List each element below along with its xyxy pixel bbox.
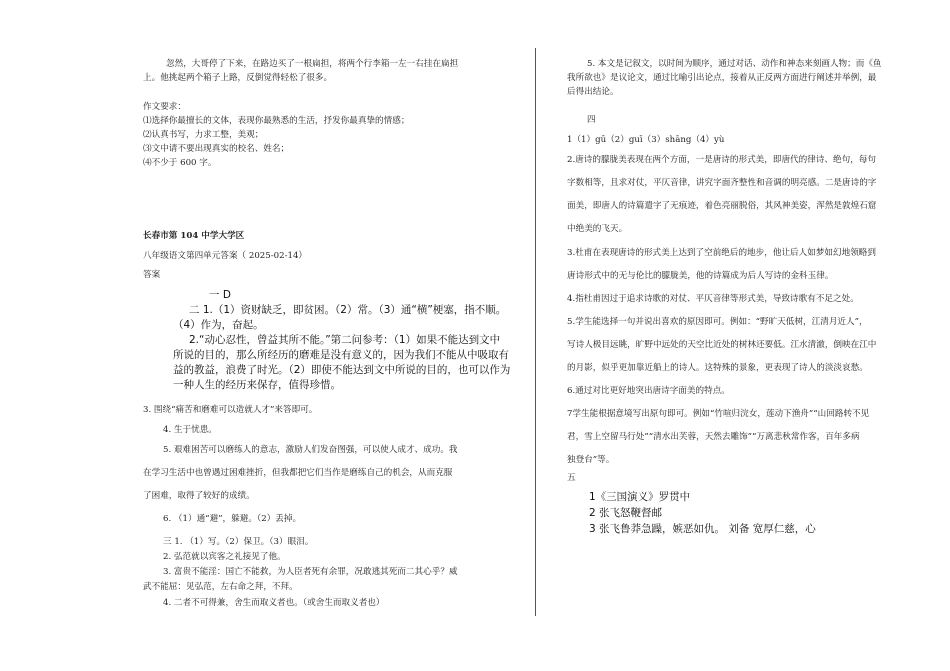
passage-answer-5-line-1: 5. 本文是记叙文，以时间为顺序，通过对话、动作和神态来刻画人物；而《鱼 bbox=[587, 59, 882, 69]
section-3-answer-2: 2. 弘范就以宾客之礼接见了他。 bbox=[163, 552, 286, 562]
section-3-answer-3-line-1: 3. 富贵不能淫：国亡不能救，为人臣者死有余罪，况敢逃其死而二其心乎？威 bbox=[163, 567, 458, 577]
handwritten-answer-2: 二 1.（1）资财缺乏，即贫困。（2）常。（3）通“横”梗塞，指不顺。 bbox=[189, 304, 507, 316]
section-3-answer-1: 三 1. （1）写。（2）保卫。（3）眼泪。 bbox=[163, 537, 314, 547]
section-4-answer-5-line-1: 5.学生能选择一句并说出喜欢的原因即可。例如：“野旷天低树，江清月近人”， bbox=[567, 317, 868, 327]
handwritten-answer-5: 所说的目的，那么所经历的磨难是没有意义的，因为我们不能从中吸取有 bbox=[173, 349, 509, 361]
section-4-answer-7-line-1: 7学生能根据意境写出原句即可。例如“竹喧归浣女，莲动下渔舟”“山回路转不见 bbox=[567, 409, 870, 419]
school-title: 长春市第 104 中学大学区 bbox=[143, 231, 245, 241]
answer-label: 答案 bbox=[143, 270, 161, 280]
requirement-2: ⑵认真书写，力求工整，美观； bbox=[143, 130, 264, 140]
section-4-answer-2-line-2: 字数相等，且求对仗，平仄音律，讲究字面齐整性和音调的明亮感。二是唐诗的字 bbox=[567, 178, 877, 188]
section-4-answer-3-line-2: 唐诗形式中的无与伦比的朦胧美，他的诗篇成为后人写诗的金科玉律。 bbox=[567, 271, 834, 281]
section-4-answer-7-line-3: 独登台”等。 bbox=[567, 455, 615, 465]
requirement-3: ⑶文中请不要出现真实的校名、姓名； bbox=[143, 144, 290, 154]
section-3-answer-3-line-2: 武不能屈：见弘范，左右命之拜，不拜。 bbox=[143, 582, 298, 592]
passage-answer-5-line-3: 后得出结论。 bbox=[567, 87, 619, 97]
handwritten-answer-7: 一种人生的经历来保存，值得珍惜。 bbox=[173, 379, 341, 391]
handwritten-section-5-answer-1: 1《三国演义》罗贯中 bbox=[589, 491, 691, 503]
section-3-answer-4: 4. 二者不可得兼，舍生而取义者也。（或舍生而取义者也） bbox=[163, 598, 385, 608]
section-4-answer-6: 6.通过对比更好地突出唐诗字面美的特点。 bbox=[567, 386, 730, 396]
section-4-answer-2-line-3: 面美，即唐人的诗篇遣字了无痕迹，着色亮丽脱俗，其风神美姿，浑然是敦煌石窟 bbox=[567, 201, 877, 211]
intro-line-2: 上。他挑起两个箱子上路，反倒觉得轻松了很多。 bbox=[143, 73, 333, 83]
handwritten-section-5-answer-3: 3 张飞鲁莽急躁，嫉恶如仇。 刘备 宽厚仁慈，心 bbox=[589, 523, 816, 535]
answer-5-line-1: 5. 艰难困苦可以磨练人的意志，激励人们发奋图强，可以使人成才、成功。我 bbox=[163, 445, 458, 455]
answer-6: 6. （1）通“避”，躲避。（2）丢掉。 bbox=[163, 514, 302, 524]
answer-4: 4. 生于忧患。 bbox=[163, 425, 217, 435]
requirements-title: 作文要求： bbox=[143, 102, 186, 112]
passage-answer-5-line-2: 我所欲也》是议论文，通过比喻引出论点，接着从正反两方面进行阐述并举例，最 bbox=[567, 73, 877, 83]
answer-5-line-2: 在学习生活中也曾遇过困难挫折，但我都把它们当作是磨练自己的机会，从而克服 bbox=[143, 468, 453, 478]
intro-line-1: 忽然，大哥停了下来，在路边买了一根扁担，将两个行李箱一左一右挂在扁担 bbox=[166, 59, 459, 69]
answer-5-line-3: 了困难，取得了较好的成绩。 bbox=[143, 491, 255, 501]
section-4-answer-3-line-1: 3.杜甫在表现唐诗的形式美上达到了空前绝后的地步，他让后人如梦如幻地领略到 bbox=[567, 248, 876, 258]
column-divider bbox=[535, 48, 536, 616]
section-4-answer-5-line-2: 写诗人极目远眺，旷野中远处的天空比近处的树林还要低。江水清澈，倒映在江中 bbox=[567, 340, 877, 350]
handwritten-section-5-answer-2: 2 张飞怒鞭督邮 bbox=[589, 507, 663, 519]
section-5-heading: 五 bbox=[567, 473, 576, 483]
section-4-answer-1: 1（1）gū（2）guī（3）shāng（4）yù bbox=[567, 135, 725, 145]
requirement-1: ⑴选择你最擅长的文体，表现你最熟悉的生活，抒发你最真挚的情感； bbox=[143, 116, 410, 126]
section-4-answer-4: 4.指杜甫因过于追求诗歌的对仗、平仄音律等形式美，导致诗歌有不足之处。 bbox=[567, 294, 859, 304]
section-4-answer-2-line-1: 2.唐诗的朦胧美表现在两个方面，一是唐诗的形式美，即唐代的律诗、绝句，每句 bbox=[567, 155, 876, 165]
section-4-answer-2-line-4: 中绝美的飞天。 bbox=[567, 224, 628, 234]
section-4-answer-5-line-3: 的月影，似乎更加靠近船上的诗人。这特殊的景象，更表现了诗人的淡淡哀愁。 bbox=[567, 363, 868, 373]
section-4-heading: 四 bbox=[587, 115, 596, 125]
handwritten-answer-6: 益的教益，浪费了时光。（2）即使不能达到文中所说的目的，也可以作为 bbox=[173, 364, 511, 376]
handwritten-answer-3: （4）作为，奋起。 bbox=[173, 319, 264, 331]
handwritten-answer-4: 2.“动心忍性，曾益其所不能。”第二问参考：（1）如果不能达到文中 bbox=[189, 334, 501, 346]
requirement-4: ⑷不少于 600 字。 bbox=[143, 158, 217, 168]
exam-title: 八年级语文第四单元答案（ 2025-02-14） bbox=[143, 251, 307, 261]
section-4-answer-7-line-2: 君，雪上空留马行处”“清水出芙蓉，天然去雕饰”“万离悲秋常作客，百年多病 bbox=[567, 432, 860, 442]
handwritten-answer-1: 一 D bbox=[209, 289, 231, 301]
answer-3: 3. 围绕“痛苦和磨难可以造就人才”来答即可。 bbox=[143, 405, 318, 415]
